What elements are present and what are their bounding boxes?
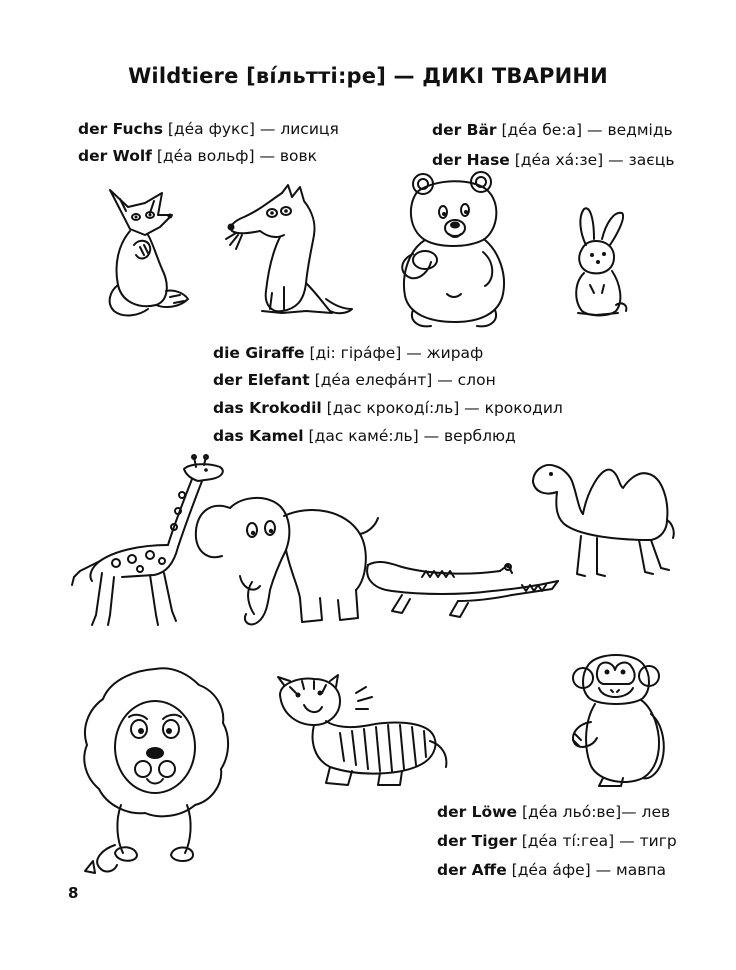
title-dash: — [393, 64, 415, 88]
fox-icon [100, 185, 195, 325]
vocab-fuchs: der Fuchs [дéа фукс] — лисиця [78, 120, 339, 138]
title-transcription: [вíльтті:ре] [246, 64, 387, 88]
vocab-tiger: der Tiger [дéа тí:геа] — тигр [437, 832, 677, 850]
vocab-wolf: der Wolf [дéа вольф] — вовк [78, 147, 317, 165]
vocab-loewe: der Löwe [дéа льó:ве]— лев [437, 803, 671, 821]
page-title [0, 64, 736, 88]
vocab-affe: der Affe [дéа áфе] — мавпа [437, 861, 667, 879]
hare-icon [568, 205, 633, 320]
lion-icon [75, 665, 235, 880]
bear-icon [395, 170, 515, 330]
camel-icon [527, 452, 677, 582]
vocab-krokodil: das Krokodil [дас крокодí:ль] — крокодил [213, 399, 563, 417]
vocab-giraffe: die Giraffe [ді: гірáфе] — жираф [213, 344, 484, 362]
title-german: Wildtiere [128, 64, 239, 88]
elephant-icon [190, 490, 380, 630]
title-ukrainian: ДИКІ ТВАРИНИ [422, 64, 608, 88]
vocab-hase: der Hase [дéа хá:зе] — заєць [432, 151, 675, 169]
vocab-kamel: das Kamel [дас камé:ль] — верблюд [213, 427, 516, 445]
monkey-icon [563, 650, 673, 790]
tiger-icon [270, 675, 450, 790]
vocab-elefant: der Elefant [дéа елефáнт] — слон [213, 371, 496, 389]
vocab-baer: der Bär [дéа бе:а] — ведмідь [432, 121, 673, 139]
wolf-icon [222, 183, 357, 328]
page-number: 8 [68, 884, 79, 902]
